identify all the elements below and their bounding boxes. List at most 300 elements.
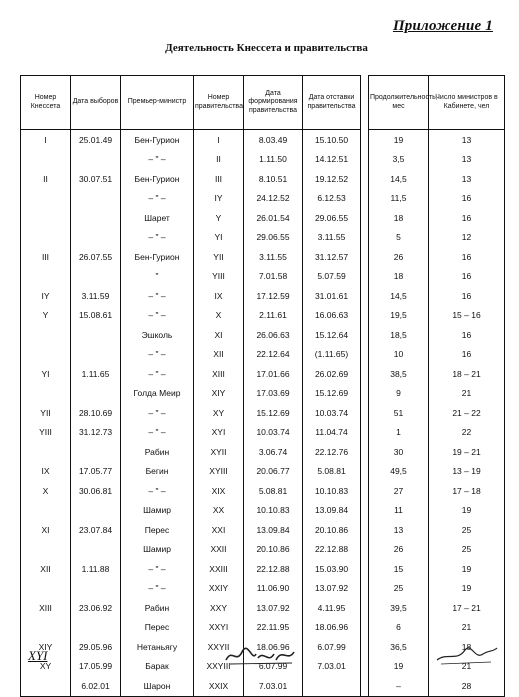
cell-government-number: XYI [194, 423, 244, 443]
cell-formation-date: 17.03.69 [244, 384, 303, 404]
cell-knesset-number: XIY [21, 637, 71, 657]
table-row [21, 559, 505, 579]
column-gap [361, 423, 369, 443]
header-duration: Продолжительность, мес [369, 76, 429, 130]
table-row [21, 306, 505, 326]
cell-ministers-count: 13 [429, 169, 505, 189]
footer-mark: XYI [28, 648, 48, 663]
column-gap [361, 228, 369, 248]
cell-ministers-count: 21 [429, 657, 505, 677]
cell-formation-date: 22.12.88 [244, 559, 303, 579]
cell-formation-date: 26.01.54 [244, 208, 303, 228]
cell-election-date [71, 579, 121, 599]
cell-formation-date: 24.12.52 [244, 189, 303, 209]
table-row [21, 501, 505, 521]
cell-prime-minister: Перес [121, 618, 194, 638]
cell-formation-date: 10.03.74 [244, 423, 303, 443]
cell-election-date: 23.07.84 [71, 520, 121, 540]
cell-resignation-date: 13.09.84 [303, 501, 361, 521]
cell-duration: – [369, 676, 429, 696]
column-gap [361, 520, 369, 540]
cell-formation-date: 10.10.83 [244, 501, 303, 521]
cell-knesset-number [21, 150, 71, 170]
cell-knesset-number: III [21, 247, 71, 267]
cell-resignation-date [303, 676, 361, 696]
cell-resignation-date: 6.07.99 [303, 637, 361, 657]
cell-government-number: I [194, 130, 244, 150]
cell-formation-date: 11.06.90 [244, 579, 303, 599]
cell-government-number: XI [194, 325, 244, 345]
header-formation-date: Дата формирования правительства [244, 76, 303, 130]
table-row [21, 189, 505, 209]
table-row [21, 130, 505, 150]
cell-government-number: XXYIII [194, 657, 244, 677]
table-row [21, 286, 505, 306]
cell-government-number: XXII [194, 540, 244, 560]
cell-election-date: 23.06.92 [71, 598, 121, 618]
table-row [21, 442, 505, 462]
cell-government-number: YI [194, 228, 244, 248]
cell-knesset-number: X [21, 481, 71, 501]
header-ministers-count: Число министров в Кабинете, чел [429, 76, 505, 130]
column-gap [361, 76, 369, 130]
cell-resignation-date: 15.12.69 [303, 384, 361, 404]
cell-prime-minister: Шарет [121, 208, 194, 228]
column-gap [361, 501, 369, 521]
cell-duration: 26 [369, 247, 429, 267]
cell-knesset-number [21, 345, 71, 365]
table-row [21, 403, 505, 423]
cell-resignation-date: 3.11.55 [303, 228, 361, 248]
cell-ministers-count: 18 [429, 637, 505, 657]
cell-duration: 38,5 [369, 364, 429, 384]
cell-knesset-number [21, 676, 71, 696]
cell-duration: 19,5 [369, 306, 429, 326]
cell-knesset-number [21, 228, 71, 248]
cell-ministers-count: 17 – 18 [429, 481, 505, 501]
cell-knesset-number: XIII [21, 598, 71, 618]
cell-prime-minister: Рабин [121, 598, 194, 618]
cell-formation-date: 3.06.74 [244, 442, 303, 462]
cell-prime-minister: – " – [121, 403, 194, 423]
cell-formation-date: 29.06.55 [244, 228, 303, 248]
cell-election-date [71, 345, 121, 365]
cell-election-date [71, 540, 121, 560]
cell-resignation-date: 15.12.64 [303, 325, 361, 345]
cell-government-number: IY [194, 189, 244, 209]
table-row [21, 423, 505, 443]
cell-formation-date: 13.09.84 [244, 520, 303, 540]
cell-resignation-date: (1.11.65) [303, 345, 361, 365]
column-gap [361, 481, 369, 501]
cell-knesset-number: IX [21, 462, 71, 482]
column-gap [361, 364, 369, 384]
table-body [21, 130, 505, 697]
cell-formation-date: 6.07.99 [244, 657, 303, 677]
cell-election-date [71, 442, 121, 462]
cell-ministers-count: 12 [429, 228, 505, 248]
cell-duration: 26 [369, 540, 429, 560]
column-gap [361, 676, 369, 696]
cell-ministers-count: 19 [429, 501, 505, 521]
cell-duration: 18 [369, 267, 429, 287]
cell-knesset-number: YIII [21, 423, 71, 443]
cell-government-number: XXYI [194, 618, 244, 638]
signature [431, 638, 501, 668]
cell-duration: 19 [369, 130, 429, 150]
cell-prime-minister: – " – [121, 306, 194, 326]
cell-prime-minister: Голда Меир [121, 384, 194, 404]
handwritten-scribble [222, 642, 302, 668]
cell-prime-minister: – " – [121, 189, 194, 209]
cell-prime-minister: Бегин [121, 462, 194, 482]
cell-duration: 6 [369, 618, 429, 638]
cell-prime-minister: Рабин [121, 442, 194, 462]
cell-election-date: 15.08.61 [71, 306, 121, 326]
cell-election-date: 30.06.81 [71, 481, 121, 501]
cell-prime-minister: – " – [121, 559, 194, 579]
cell-election-date: 17.05.99 [71, 657, 121, 677]
cell-election-date: 25.01.49 [71, 130, 121, 150]
cell-resignation-date: 5.07.59 [303, 267, 361, 287]
table-header-row [21, 76, 505, 130]
header-prime-minister: Премьер-министр [121, 76, 194, 130]
cell-election-date [71, 208, 121, 228]
table-row [21, 150, 505, 170]
cell-ministers-count: 22 [429, 423, 505, 443]
cell-resignation-date: 15.03.90 [303, 559, 361, 579]
cell-prime-minister: – " – [121, 228, 194, 248]
table-row [21, 384, 505, 404]
cell-formation-date: 18.06.96 [244, 637, 303, 657]
cell-formation-date: 8.10.51 [244, 169, 303, 189]
cell-resignation-date: 10.03.74 [303, 403, 361, 423]
cell-government-number: XII [194, 345, 244, 365]
cell-government-number: XIX [194, 481, 244, 501]
table-row [21, 481, 505, 501]
cell-election-date: 28.10.69 [71, 403, 121, 423]
cell-ministers-count: 16 [429, 247, 505, 267]
cell-election-date [71, 384, 121, 404]
cell-knesset-number [21, 442, 71, 462]
cell-prime-minister: – " – [121, 364, 194, 384]
cell-knesset-number: YII [21, 403, 71, 423]
column-gap [361, 286, 369, 306]
cell-prime-minister: Бен-Гурион [121, 247, 194, 267]
cell-election-date: 1.11.65 [71, 364, 121, 384]
table-row [21, 520, 505, 540]
cell-election-date [71, 189, 121, 209]
cell-duration: 18 [369, 208, 429, 228]
cell-knesset-number [21, 384, 71, 404]
cell-formation-date: 3.11.55 [244, 247, 303, 267]
cell-government-number: IX [194, 286, 244, 306]
cell-knesset-number [21, 501, 71, 521]
cell-election-date: 6.02.01 [71, 676, 121, 696]
cell-formation-date: 7.01.58 [244, 267, 303, 287]
cell-ministers-count: 16 [429, 325, 505, 345]
header-knesset-number: Номер Кнессета [21, 76, 71, 130]
cell-prime-minister: " [121, 267, 194, 287]
cell-government-number: XXYII [194, 637, 244, 657]
table-row [21, 364, 505, 384]
cell-government-number: II [194, 150, 244, 170]
cell-ministers-count: 25 [429, 540, 505, 560]
table-row [21, 540, 505, 560]
cell-resignation-date: 16.06.63 [303, 306, 361, 326]
cell-formation-date: 13.07.92 [244, 598, 303, 618]
cell-knesset-number: IY [21, 286, 71, 306]
cell-duration: 5 [369, 228, 429, 248]
cell-election-date: 3.11.59 [71, 286, 121, 306]
cell-formation-date: 17.12.59 [244, 286, 303, 306]
cell-ministers-count: 28 [429, 676, 505, 696]
cell-ministers-count: 16 [429, 345, 505, 365]
cell-knesset-number [21, 579, 71, 599]
cell-prime-minister: – " – [121, 345, 194, 365]
cell-knesset-number [21, 267, 71, 287]
table-row [21, 247, 505, 267]
cell-knesset-number: II [21, 169, 71, 189]
cell-ministers-count: 16 [429, 189, 505, 209]
cell-election-date: 26.07.55 [71, 247, 121, 267]
cell-election-date: 31.12.73 [71, 423, 121, 443]
cell-knesset-number: Y [21, 306, 71, 326]
cell-formation-date: 20.10.86 [244, 540, 303, 560]
cell-resignation-date: 22.12.76 [303, 442, 361, 462]
column-gap [361, 384, 369, 404]
column-gap [361, 325, 369, 345]
cell-formation-date: 5.08.81 [244, 481, 303, 501]
cell-government-number: YIII [194, 267, 244, 287]
table-row [21, 345, 505, 365]
column-gap [361, 189, 369, 209]
cell-government-number: X [194, 306, 244, 326]
cell-election-date [71, 150, 121, 170]
cell-ministers-count: 16 [429, 267, 505, 287]
cell-election-date: 1.11.88 [71, 559, 121, 579]
cell-resignation-date: 26.02.69 [303, 364, 361, 384]
cell-knesset-number: I [21, 130, 71, 150]
cell-government-number: XYII [194, 442, 244, 462]
column-gap [361, 618, 369, 638]
cell-duration: 9 [369, 384, 429, 404]
column-gap [361, 579, 369, 599]
column-gap [361, 657, 369, 677]
table-row [21, 208, 505, 228]
column-gap [361, 306, 369, 326]
cell-election-date: 29.05.96 [71, 637, 121, 657]
cell-government-number: XY [194, 403, 244, 423]
cell-duration: 49,5 [369, 462, 429, 482]
cell-prime-minister: Бен-Гурион [121, 169, 194, 189]
cell-government-number: XXIY [194, 579, 244, 599]
cell-prime-minister: Нетаньягу [121, 637, 194, 657]
cell-duration: 14,5 [369, 286, 429, 306]
cell-ministers-count: 18 – 21 [429, 364, 505, 384]
cell-duration: 36,5 [369, 637, 429, 657]
cell-formation-date: 17.01.66 [244, 364, 303, 384]
cell-government-number: XXIII [194, 559, 244, 579]
cell-ministers-count: 13 – 19 [429, 462, 505, 482]
cell-resignation-date: 15.10.50 [303, 130, 361, 150]
cell-ministers-count: 15 – 16 [429, 306, 505, 326]
cell-election-date [71, 228, 121, 248]
cell-knesset-number: XY [21, 657, 71, 677]
page-title: Деятельность Кнессета и правительства [165, 42, 368, 54]
cell-knesset-number [21, 325, 71, 345]
cell-duration: 13 [369, 520, 429, 540]
cell-resignation-date: 20.10.86 [303, 520, 361, 540]
cell-duration: 11,5 [369, 189, 429, 209]
table-row [21, 618, 505, 638]
column-gap [361, 130, 369, 150]
column-gap [361, 267, 369, 287]
cell-ministers-count: 21 – 22 [429, 403, 505, 423]
column-gap [361, 442, 369, 462]
cell-formation-date: 15.12.69 [244, 403, 303, 423]
header-government-number: Номер правительства [194, 76, 244, 130]
cell-ministers-count: 21 [429, 618, 505, 638]
cell-formation-date: 8.03.49 [244, 130, 303, 150]
cell-resignation-date: 13.07.92 [303, 579, 361, 599]
table-row [21, 325, 505, 345]
table-row [21, 228, 505, 248]
cell-knesset-number: XI [21, 520, 71, 540]
cell-prime-minister: Шамир [121, 540, 194, 560]
cell-resignation-date: 29.06.55 [303, 208, 361, 228]
cell-duration: 25 [369, 579, 429, 599]
table-row [21, 267, 505, 287]
cell-resignation-date: 31.01.61 [303, 286, 361, 306]
cell-government-number: Y [194, 208, 244, 228]
cell-duration: 15 [369, 559, 429, 579]
knesset-government-table [20, 75, 505, 697]
cell-formation-date: 22.12.64 [244, 345, 303, 365]
cell-resignation-date: 31.12.57 [303, 247, 361, 267]
cell-resignation-date: 5.08.81 [303, 462, 361, 482]
cell-duration: 19 [369, 657, 429, 677]
table-row [21, 676, 505, 696]
cell-ministers-count: 13 [429, 130, 505, 150]
cell-ministers-count: 25 [429, 520, 505, 540]
cell-duration: 51 [369, 403, 429, 423]
cell-government-number: XYIII [194, 462, 244, 482]
cell-resignation-date: 11.04.74 [303, 423, 361, 443]
cell-prime-minister: Шарон [121, 676, 194, 696]
cell-duration: 39,5 [369, 598, 429, 618]
cell-government-number: XXI [194, 520, 244, 540]
column-gap [361, 598, 369, 618]
table-row [21, 598, 505, 618]
cell-prime-minister: Эшколь [121, 325, 194, 345]
cell-knesset-number [21, 540, 71, 560]
cell-election-date [71, 325, 121, 345]
cell-ministers-count: 19 – 21 [429, 442, 505, 462]
cell-prime-minister: Бен-Гурион [121, 130, 194, 150]
cell-duration: 3,5 [369, 150, 429, 170]
column-gap [361, 462, 369, 482]
cell-duration: 18,5 [369, 325, 429, 345]
cell-election-date [71, 267, 121, 287]
cell-prime-minister: – " – [121, 150, 194, 170]
column-gap [361, 559, 369, 579]
cell-resignation-date: 22.12.88 [303, 540, 361, 560]
cell-knesset-number: YI [21, 364, 71, 384]
cell-formation-date: 26.06.63 [244, 325, 303, 345]
cell-election-date: 30.07.51 [71, 169, 121, 189]
cell-duration: 14,5 [369, 169, 429, 189]
cell-prime-minister: – " – [121, 579, 194, 599]
cell-resignation-date: 14.12.51 [303, 150, 361, 170]
cell-resignation-date: 4.11.95 [303, 598, 361, 618]
cell-formation-date: 20.06.77 [244, 462, 303, 482]
column-gap [361, 150, 369, 170]
cell-ministers-count: 17 – 21 [429, 598, 505, 618]
column-gap [361, 637, 369, 657]
cell-resignation-date: 19.12.52 [303, 169, 361, 189]
table-row [21, 169, 505, 189]
cell-ministers-count: 19 [429, 559, 505, 579]
cell-resignation-date: 7.03.01 [303, 657, 361, 677]
cell-government-number: XXIX [194, 676, 244, 696]
cell-election-date [71, 618, 121, 638]
column-gap [361, 345, 369, 365]
cell-duration: 10 [369, 345, 429, 365]
column-gap [361, 247, 369, 267]
cell-knesset-number [21, 208, 71, 228]
table-row [21, 579, 505, 599]
cell-ministers-count: 13 [429, 150, 505, 170]
cell-ministers-count: 16 [429, 208, 505, 228]
column-gap [361, 208, 369, 228]
cell-prime-minister: Барак [121, 657, 194, 677]
cell-prime-minister: Перес [121, 520, 194, 540]
cell-ministers-count: 21 [429, 384, 505, 404]
cell-formation-date: 7.03.01 [244, 676, 303, 696]
cell-resignation-date: 6.12.53 [303, 189, 361, 209]
cell-government-number: III [194, 169, 244, 189]
column-gap [361, 169, 369, 189]
cell-government-number: XIY [194, 384, 244, 404]
cell-formation-date: 22.11.95 [244, 618, 303, 638]
cell-formation-date: 2.11.61 [244, 306, 303, 326]
cell-prime-minister: – " – [121, 481, 194, 501]
cell-government-number: XIII [194, 364, 244, 384]
cell-formation-date: 1.11.50 [244, 150, 303, 170]
cell-prime-minister: – " – [121, 423, 194, 443]
cell-resignation-date: 18.06.96 [303, 618, 361, 638]
cell-resignation-date: 10.10.83 [303, 481, 361, 501]
header-election-date: Дата выборов [71, 76, 121, 130]
cell-duration: 11 [369, 501, 429, 521]
cell-duration: 27 [369, 481, 429, 501]
appendix-label: Приложение 1 [392, 18, 493, 34]
cell-election-date [71, 501, 121, 521]
cell-knesset-number: XII [21, 559, 71, 579]
cell-prime-minister: Шамир [121, 501, 194, 521]
cell-government-number: YII [194, 247, 244, 267]
cell-ministers-count: 16 [429, 286, 505, 306]
column-gap [361, 403, 369, 423]
cell-duration: 30 [369, 442, 429, 462]
header-resignation-date: Дата отставки правительства [303, 76, 361, 130]
cell-government-number: XXY [194, 598, 244, 618]
cell-government-number: XX [194, 501, 244, 521]
cell-knesset-number [21, 618, 71, 638]
cell-election-date: 17.05.77 [71, 462, 121, 482]
cell-prime-minister: – " – [121, 286, 194, 306]
